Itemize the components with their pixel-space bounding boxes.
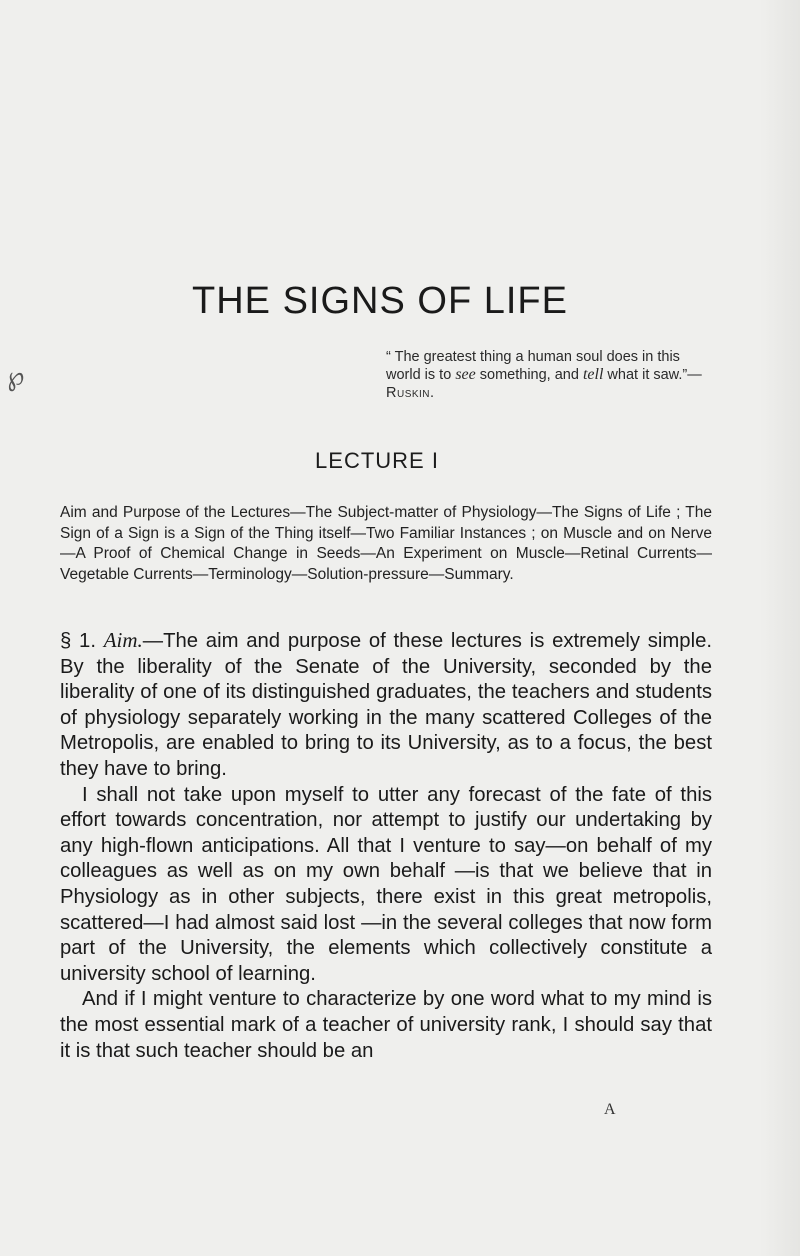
- lecture-synopsis: Aim and Purpose of the Lectures—The Subject-matter of Physiology—The Signs of Life ; The Sign of a Sign is a Sign of the Thing itself—Two Familiar Instances ; on Muscle and on Nerve—A Proof of Chemical Change in Seeds—An Experiment on Muscle—Retinal Currents—Vegetable Currents—Terminology—Solution-pressure—Summary.: [60, 504, 712, 583]
- signature-mark: A: [604, 1101, 616, 1118]
- paragraph-1: [60, 628, 712, 783]
- epigraph-author: Ruskin: [386, 385, 431, 401]
- body-text: [60, 628, 712, 1064]
- page-edge-shadow: [760, 0, 800, 1256]
- margin-handwritten-mark: ℘: [4, 360, 27, 393]
- epigraph-open: “ The greatest thing a human soul does in this world is to: [386, 349, 680, 383]
- epigraph-see: see: [455, 366, 476, 383]
- page-title: THE SIGNS OF LIFE: [192, 280, 568, 322]
- epigraph: [386, 348, 706, 402]
- epigraph-middle: something, and: [475, 367, 583, 383]
- epigraph-tail: .: [430, 385, 435, 401]
- lecture-heading: LECTURE I: [315, 448, 439, 473]
- paragraph-1-text: —The aim and purpose of these lectures is extremely simple. By the liberality of the Senate of the University, seconded by the liberality of one of its distinguished graduates, the teachers and students of physiology separately working in the many scattered Colleges of the Metropolis, are enabled to bring to its University, as to a focus, the best they have to bring.: [60, 630, 712, 780]
- paragraph-3: And if I might venture to characterize by one word what to my mind is the most essential mark of a teacher of university rank, I should say that it is that such teacher should be an: [60, 988, 712, 1062]
- epigraph-end: what it saw.”—: [603, 367, 702, 383]
- section-number: § 1.: [60, 630, 104, 652]
- epigraph-tell: tell: [582, 366, 604, 383]
- paragraph-2: I shall not take upon myself to utter any forecast of the fate of this effort towards concentration, nor attempt to justify our undertaking by any high-flown anticipations. All that I venture to say—on behalf of my colleagues as well as on my own behalf —is that we believe that in Physiology as in other subjects, there exist in this great metropolis, scattered—I had almost said lost —in the several colleges that now form part of the University, the elements which collectively constitute a university school of learning.: [60, 783, 712, 985]
- section-heading-aim: Aim.: [103, 628, 143, 652]
